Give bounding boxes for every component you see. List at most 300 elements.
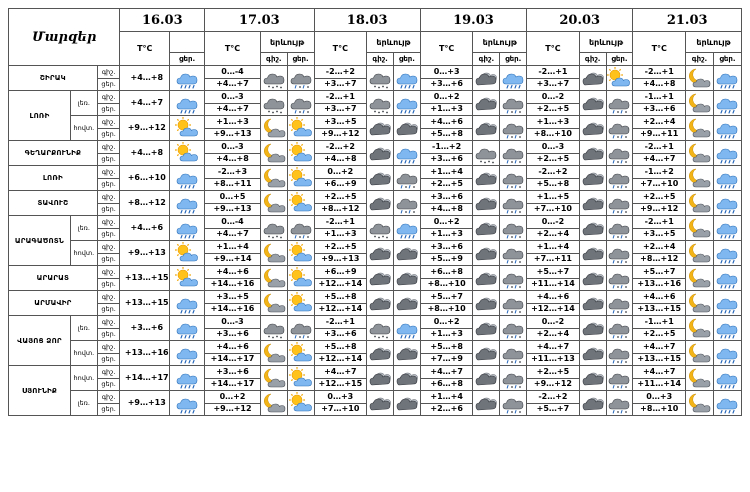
temp-day: +2…+6 — [420, 403, 473, 416]
temp-range: +13…+15 — [120, 266, 170, 291]
temp-night: 0…-2 — [527, 91, 580, 104]
region-name: ԳԵՂԱՐՔՈՒՆԻՔ — [9, 141, 98, 166]
moon-cloud-icon — [686, 141, 714, 166]
temp-night: -2…+2 — [527, 391, 580, 404]
snow-rain-icon — [606, 266, 633, 291]
forecast-row-night — [9, 141, 742, 154]
snow-cloud-icon — [367, 316, 394, 341]
night-label: գիշ. — [97, 266, 120, 279]
temp-night: +1…+5 — [527, 191, 580, 204]
temp-night: 0…+3 — [633, 391, 686, 404]
snow-cloud-icon — [260, 316, 287, 341]
cloud-icon — [579, 391, 606, 416]
moon-cloud-icon — [260, 391, 287, 416]
cloud-icon — [367, 141, 394, 166]
night-label: գիշ. — [97, 391, 120, 404]
sun-cloud-icon — [287, 341, 314, 366]
snow-rain-icon — [500, 316, 527, 341]
rain-icon — [713, 91, 741, 116]
snow-rain-icon — [606, 241, 633, 266]
snow-cloud-icon — [260, 66, 287, 91]
date-header: 21.03 — [633, 9, 742, 32]
day-label: ցեր. — [97, 278, 120, 291]
temp-range: +4…+8 — [120, 66, 170, 91]
day-label: ցեր. — [97, 303, 120, 316]
temp-day: +2…+5 — [527, 103, 580, 116]
temp-night: +5…+8 — [314, 341, 367, 354]
cloud-icon — [579, 116, 606, 141]
rain-icon — [713, 141, 741, 166]
temp-day: +3…+5 — [633, 228, 686, 241]
temp-night: 0…+3 — [420, 66, 473, 79]
temp-night: -2…+2 — [527, 166, 580, 179]
rain-icon — [170, 166, 205, 191]
temp-day: +2…+5 — [633, 328, 686, 341]
cloud-icon — [393, 116, 420, 141]
snow-rain-icon — [500, 216, 527, 241]
cloud-icon — [473, 191, 500, 216]
temp-header: T°C — [420, 32, 473, 66]
temp-night: +4…+7 — [633, 341, 686, 354]
forecast-row-night — [9, 91, 742, 104]
cloud-icon — [473, 216, 500, 241]
night-label: գիշ. — [97, 141, 120, 154]
rain-icon — [713, 316, 741, 341]
rain-icon — [713, 116, 741, 141]
temp-night: +1…+4 — [527, 241, 580, 254]
rain-icon — [713, 216, 741, 241]
temp-day: +2…+4 — [527, 228, 580, 241]
temp-night: 0…-3 — [205, 141, 261, 154]
cloud-icon — [473, 116, 500, 141]
temp-day: +8…+10 — [527, 128, 580, 141]
temp-night: -2…+1 — [314, 91, 367, 104]
snow-rain-icon — [606, 366, 633, 391]
date-header: 18.03 — [314, 9, 420, 32]
cloud-icon — [473, 316, 500, 341]
zone-label: հովտ. — [70, 241, 97, 266]
cloud-icon — [367, 391, 394, 416]
moon-cloud-icon — [260, 366, 287, 391]
moon-cloud-icon — [260, 291, 287, 316]
cloud-icon — [579, 366, 606, 391]
moon-cloud-icon — [686, 241, 714, 266]
snow-rain-icon — [287, 91, 314, 116]
cloud-icon — [393, 341, 420, 366]
temp-night: +6…+8 — [420, 266, 473, 279]
snow-rain-icon — [606, 291, 633, 316]
snow-rain-icon — [500, 166, 527, 191]
temp-night: +5…+8 — [314, 291, 367, 304]
temp-night: 0…+2 — [420, 216, 473, 229]
cloud-icon — [473, 241, 500, 266]
sun-cloud-icon — [170, 116, 205, 141]
night-label: գիշ. — [97, 241, 120, 254]
rain-icon — [713, 291, 741, 316]
cloud-icon — [367, 116, 394, 141]
day-label: ցեր. — [97, 103, 120, 116]
cloud-icon — [367, 366, 394, 391]
night-label: գիշ. — [97, 291, 120, 304]
cloud-icon — [473, 391, 500, 416]
temp-day: +12…+15 — [314, 378, 367, 391]
temp-day: +9…+12 — [314, 128, 367, 141]
temp-day: +7…+9 — [420, 353, 473, 366]
temp-night: 0…-2 — [527, 216, 580, 229]
temp-day: +14…+17 — [205, 378, 261, 391]
zone-label: հովտ. — [70, 116, 97, 141]
temp-night: +3…+6 — [420, 241, 473, 254]
temp-day: +8…+12 — [633, 253, 686, 266]
temp-night: +4…+7 — [420, 366, 473, 379]
cloud-icon — [579, 216, 606, 241]
temp-day: +3…+6 — [314, 328, 367, 341]
snow-rain-icon — [500, 241, 527, 266]
rain-icon — [393, 316, 420, 341]
temp-night: +2…+5 — [314, 191, 367, 204]
temp-night: +4…+6 — [420, 116, 473, 129]
temp-range: +14…+17 — [120, 366, 170, 391]
temp-night: 0…+2 — [420, 316, 473, 329]
sun-cloud-icon — [170, 241, 205, 266]
temp-day: +8…+12 — [314, 203, 367, 216]
temp-night: +1…+4 — [420, 166, 473, 179]
rain-icon — [713, 166, 741, 191]
cloud-icon — [579, 266, 606, 291]
cloud-icon — [579, 141, 606, 166]
temp-night: -2…+3 — [205, 166, 261, 179]
temp-day: +1…+3 — [420, 103, 473, 116]
snow-rain-icon — [606, 391, 633, 416]
temp-night: 0…-3 — [205, 316, 261, 329]
temp-night: +4…+6 — [205, 341, 261, 354]
cloud-icon — [579, 166, 606, 191]
zone-label: լեռ. — [70, 316, 97, 341]
night-label: գիշ. — [97, 166, 120, 179]
sun-cloud-icon — [287, 291, 314, 316]
forecast-row-night — [9, 391, 742, 404]
temp-day: +14…+16 — [205, 278, 261, 291]
temp-night: -2…+1 — [633, 141, 686, 154]
moon-cloud-icon — [686, 291, 714, 316]
temp-day: +4…+8 — [633, 78, 686, 91]
cloud-icon — [579, 241, 606, 266]
rain-icon — [170, 191, 205, 216]
zone-label: լեռ. — [70, 216, 97, 241]
temp-range: +9…+12 — [120, 116, 170, 141]
temp-night: -2…+1 — [633, 66, 686, 79]
rain-icon — [170, 341, 205, 366]
temp-night: +5…+7 — [527, 266, 580, 279]
temp-night: 0…-4 — [205, 216, 261, 229]
temp-day: +5…+7 — [527, 403, 580, 416]
temp-night: +2…+5 — [527, 366, 580, 379]
moon-cloud-icon — [260, 141, 287, 166]
cloud-icon — [367, 266, 394, 291]
cloud-icon — [367, 241, 394, 266]
rain-icon — [170, 316, 205, 341]
temp-day: +3…+6 — [205, 328, 261, 341]
temp-night: +6…+9 — [314, 266, 367, 279]
sun-cloud-icon — [287, 366, 314, 391]
temp-day: +2…+5 — [527, 153, 580, 166]
snow-rain-icon — [500, 116, 527, 141]
zone-label: հովտ. — [70, 366, 97, 391]
temp-night: 0…-3 — [205, 91, 261, 104]
snow-rain-icon — [500, 366, 527, 391]
day-label: ցեր. — [97, 128, 120, 141]
rain-icon — [170, 66, 205, 91]
day-subheader: ցեր. — [500, 53, 527, 66]
temp-day: +4…+7 — [205, 228, 261, 241]
temp-night: -1…+1 — [633, 316, 686, 329]
temp-day: +9…+12 — [633, 203, 686, 216]
day-label: ցեր. — [97, 353, 120, 366]
cloud-icon — [473, 366, 500, 391]
temp-day: +5…+8 — [527, 178, 580, 191]
temp-night: +3…+5 — [205, 291, 261, 304]
sun-cloud-icon — [287, 141, 314, 166]
snow-cloud-icon — [260, 91, 287, 116]
rain-icon — [393, 66, 420, 91]
temp-day: +3…+7 — [314, 78, 367, 91]
snow-rain-icon — [606, 91, 633, 116]
snow-rain-icon — [606, 191, 633, 216]
temp-day: +7…+10 — [527, 203, 580, 216]
cloud-icon — [579, 91, 606, 116]
night-subheader: գիշ. — [579, 53, 606, 66]
temp-night: +4…+6 — [205, 266, 261, 279]
rain-icon — [713, 266, 741, 291]
rain-icon — [713, 241, 741, 266]
temp-night: +5…+7 — [633, 266, 686, 279]
day-label: ցեր. — [97, 378, 120, 391]
rain-icon — [713, 191, 741, 216]
precip-header: երևույթ — [260, 32, 314, 53]
temp-night: +4…+7 — [527, 341, 580, 354]
region-name: ԼՈՌԻ — [9, 166, 98, 191]
snow-cloud-icon — [260, 216, 287, 241]
temp-day: +3…+6 — [633, 103, 686, 116]
day-label: ցեր. — [97, 328, 120, 341]
temp-day: +13…+15 — [633, 303, 686, 316]
snow-rain-icon — [393, 166, 420, 191]
date-header: 19.03 — [420, 9, 526, 32]
rain-icon — [713, 66, 741, 91]
forecast-row-night — [9, 316, 742, 329]
night-label: գիշ. — [97, 191, 120, 204]
temp-night: +2…+5 — [633, 191, 686, 204]
temp-night: +3…+6 — [420, 191, 473, 204]
cloud-icon — [393, 241, 420, 266]
snow-rain-icon — [500, 391, 527, 416]
temp-day: +5…+9 — [420, 253, 473, 266]
temp-range: +3…+6 — [120, 316, 170, 341]
night-subheader: գիշ. — [686, 53, 714, 66]
temp-day: +8…+10 — [420, 278, 473, 291]
day-label: ցեր. — [97, 228, 120, 241]
snow-rain-icon — [606, 116, 633, 141]
sun-cloud-icon — [170, 141, 205, 166]
temp-night: 0…+3 — [314, 391, 367, 404]
sun-cloud-icon — [287, 241, 314, 266]
temp-header: T°C — [120, 32, 170, 66]
snow-rain-icon — [500, 341, 527, 366]
snow-rain-icon — [606, 141, 633, 166]
moon-cloud-icon — [260, 166, 287, 191]
temp-day: +9…+11 — [633, 128, 686, 141]
region-column-header: Մարզեր — [9, 9, 120, 66]
snow-cloud-icon — [367, 66, 394, 91]
region-name: ՏԱՎՈՒՇ — [9, 191, 98, 216]
snow-rain-icon — [500, 91, 527, 116]
cloud-icon — [367, 191, 394, 216]
region-name: ԱՐԱԳԱԾՈՏՆ — [9, 216, 71, 266]
night-subheader: գիշ. — [473, 53, 500, 66]
temp-day: +12…+14 — [314, 303, 367, 316]
day-label: ցեր. — [97, 153, 120, 166]
temp-day: +12…+14 — [527, 303, 580, 316]
temp-header: T°C — [633, 32, 686, 66]
temp-header: T°C — [527, 32, 580, 66]
temp-day: +8…+10 — [633, 403, 686, 416]
cloud-icon — [473, 266, 500, 291]
moon-cloud-icon — [686, 66, 714, 91]
moon-cloud-icon — [686, 316, 714, 341]
forecast-row-night — [9, 216, 742, 229]
forecast-row-night — [9, 366, 742, 379]
moon-cloud-icon — [260, 191, 287, 216]
forecast-row-night — [9, 291, 742, 304]
snow-rain-icon — [606, 166, 633, 191]
temp-range: +6…+10 — [120, 166, 170, 191]
cloud-icon — [393, 266, 420, 291]
temp-day: +7…+11 — [527, 253, 580, 266]
snow-rain-icon — [287, 216, 314, 241]
sun-cloud-icon — [287, 166, 314, 191]
region-name: ՎԱՅՈՑ ՁՈՐ — [9, 316, 71, 366]
temp-day: +9…+12 — [205, 403, 261, 416]
temp-day: +4…+8 — [205, 153, 261, 166]
temp-range: +9…+13 — [120, 241, 170, 266]
date-header: 17.03 — [205, 9, 314, 32]
sun-cloud-icon — [287, 116, 314, 141]
cloud-icon — [579, 191, 606, 216]
moon-cloud-icon — [260, 341, 287, 366]
temp-day: +14…+16 — [205, 303, 261, 316]
cloud-icon — [579, 66, 606, 91]
temp-night: -2…+2 — [314, 141, 367, 154]
temp-day: +3…+6 — [420, 78, 473, 91]
temp-night: +2…+4 — [633, 116, 686, 129]
rain-icon — [170, 391, 205, 416]
temp-day: +8…+11 — [205, 178, 261, 191]
temp-day: +8…+10 — [420, 303, 473, 316]
temp-range: +4…+8 — [120, 141, 170, 166]
temp-night: 0…-4 — [205, 66, 261, 79]
temp-night: +1…+3 — [205, 116, 261, 129]
sun-cloud-icon — [170, 266, 205, 291]
night-subheader: գիշ. — [367, 53, 394, 66]
region-name: ԱՐՄԱՎԻՐ — [9, 291, 98, 316]
rain-icon — [713, 391, 741, 416]
night-label: գիշ. — [97, 366, 120, 379]
temp-night: +4…+7 — [633, 366, 686, 379]
snow-rain-icon — [393, 191, 420, 216]
temp-day: +9…+14 — [205, 253, 261, 266]
temp-night: -1…+1 — [633, 91, 686, 104]
temp-night: -2…+1 — [527, 66, 580, 79]
temp-night: +1…+3 — [527, 116, 580, 129]
day-label: ցեր. — [97, 253, 120, 266]
temp-range: +13…+16 — [120, 341, 170, 366]
moon-cloud-icon — [686, 91, 714, 116]
temp-day: +12…+14 — [314, 278, 367, 291]
moon-cloud-icon — [260, 116, 287, 141]
temp-day: +9…+13 — [314, 253, 367, 266]
rain-icon — [713, 341, 741, 366]
temp-day: +13…+16 — [633, 278, 686, 291]
temp-range: +4…+6 — [120, 216, 170, 241]
temp-day: +14…+17 — [205, 353, 261, 366]
forecast-row-night — [9, 241, 742, 254]
rain-icon — [500, 66, 527, 91]
precip-header: երևույթ — [473, 32, 527, 53]
cloud-icon — [473, 341, 500, 366]
temp-night: +4…+7 — [314, 366, 367, 379]
cloud-icon — [473, 291, 500, 316]
cloud-icon — [393, 366, 420, 391]
day-subheader: ցեր. — [713, 53, 741, 66]
temp-day: +3…+7 — [314, 103, 367, 116]
sun-cloud-icon — [606, 66, 633, 91]
temp-day: +4…+7 — [205, 103, 261, 116]
night-subheader: գիշ. — [260, 53, 287, 66]
temp-night: +5…+8 — [420, 341, 473, 354]
day-subheader: ցեր. — [606, 53, 633, 66]
cloud-icon — [473, 166, 500, 191]
temp-range: +9…+13 — [120, 391, 170, 416]
cloud-icon — [579, 291, 606, 316]
day-label: ցեր. — [97, 203, 120, 216]
rain-icon — [393, 91, 420, 116]
temp-day: +12…+14 — [314, 353, 367, 366]
cloud-icon — [367, 291, 394, 316]
rain-icon — [170, 291, 205, 316]
temp-range: +4…+7 — [120, 91, 170, 116]
date-header: 20.03 — [527, 9, 633, 32]
precip-header: երևույթ — [686, 32, 742, 53]
temp-night: 0…+2 — [314, 166, 367, 179]
forecast-row-night — [9, 341, 742, 354]
snow-cloud-icon — [473, 141, 500, 166]
cloud-icon — [393, 391, 420, 416]
temp-day: +1…+3 — [420, 328, 473, 341]
temp-night: 0…-3 — [527, 141, 580, 154]
temp-day: +11…+14 — [633, 378, 686, 391]
temp-day: +4…+8 — [314, 153, 367, 166]
temp-night: +4…+6 — [527, 291, 580, 304]
moon-cloud-icon — [686, 191, 714, 216]
sun-cloud-icon — [287, 266, 314, 291]
temp-night: 0…+2 — [205, 391, 261, 404]
temp-night: +2…+4 — [633, 241, 686, 254]
temp-night: -2…+1 — [633, 216, 686, 229]
temp-day: +6…+8 — [420, 378, 473, 391]
rain-icon — [170, 91, 205, 116]
sun-cloud-icon — [287, 191, 314, 216]
temp-night: +1…+4 — [205, 241, 261, 254]
